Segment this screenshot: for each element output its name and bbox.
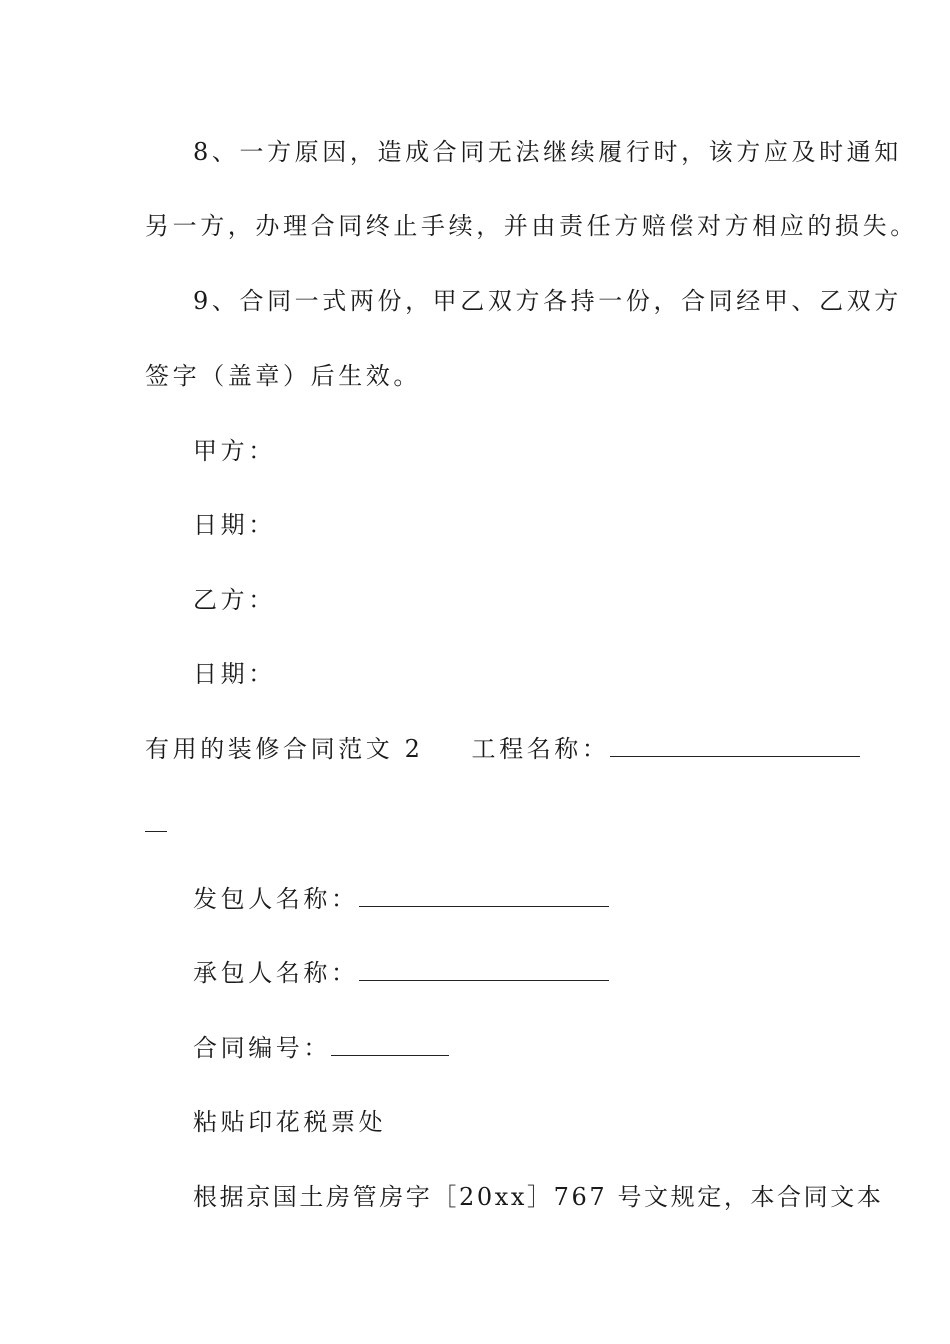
party-b-label: 乙方：	[193, 586, 276, 614]
contractor-label: 承包人名称：	[193, 959, 359, 987]
contract-no-label: 合同编号：	[193, 1034, 331, 1062]
project-name-label: 工程名称：	[471, 735, 610, 763]
sample-title: 有用的装修合同范文 2	[145, 735, 424, 763]
contractor-line	[193, 958, 858, 988]
party-a-label: 甲方：	[193, 437, 276, 465]
employer-label: 发包人名称：	[193, 885, 359, 913]
contractor-blank	[359, 960, 609, 981]
regulation-text: 根据京国土房管房字［20xx］767 号文规定，本合同文本	[193, 1183, 884, 1211]
date-a-label: 日期：	[193, 511, 276, 539]
sample-title-line	[145, 734, 810, 764]
stamp-area-label: 粘贴印花税票处	[193, 1108, 387, 1136]
project-name-blank-continuation	[145, 811, 167, 832]
date-b-label: 日期：	[193, 660, 276, 688]
contract-no-line	[193, 1033, 858, 1063]
project-name-blank	[610, 736, 860, 757]
project-name-blank-continuation-line	[145, 809, 810, 839]
clause-8-line-1: 8、一方原因，造成合同无法继续履行时，该方应及时通知	[193, 138, 902, 166]
contract-no-blank	[331, 1035, 449, 1056]
clause-8-line-2: 另一方，办理合同终止手续，并由责任方赔偿对方相应的损失。	[145, 212, 918, 240]
clause-9-line-2: 签字（盖章）后生效。	[145, 362, 421, 390]
clause-9-line-1: 9、合同一式两份，甲乙双方各持一份，合同经甲、乙双方	[193, 287, 902, 315]
employer-line	[193, 884, 858, 914]
employer-blank	[359, 886, 609, 907]
